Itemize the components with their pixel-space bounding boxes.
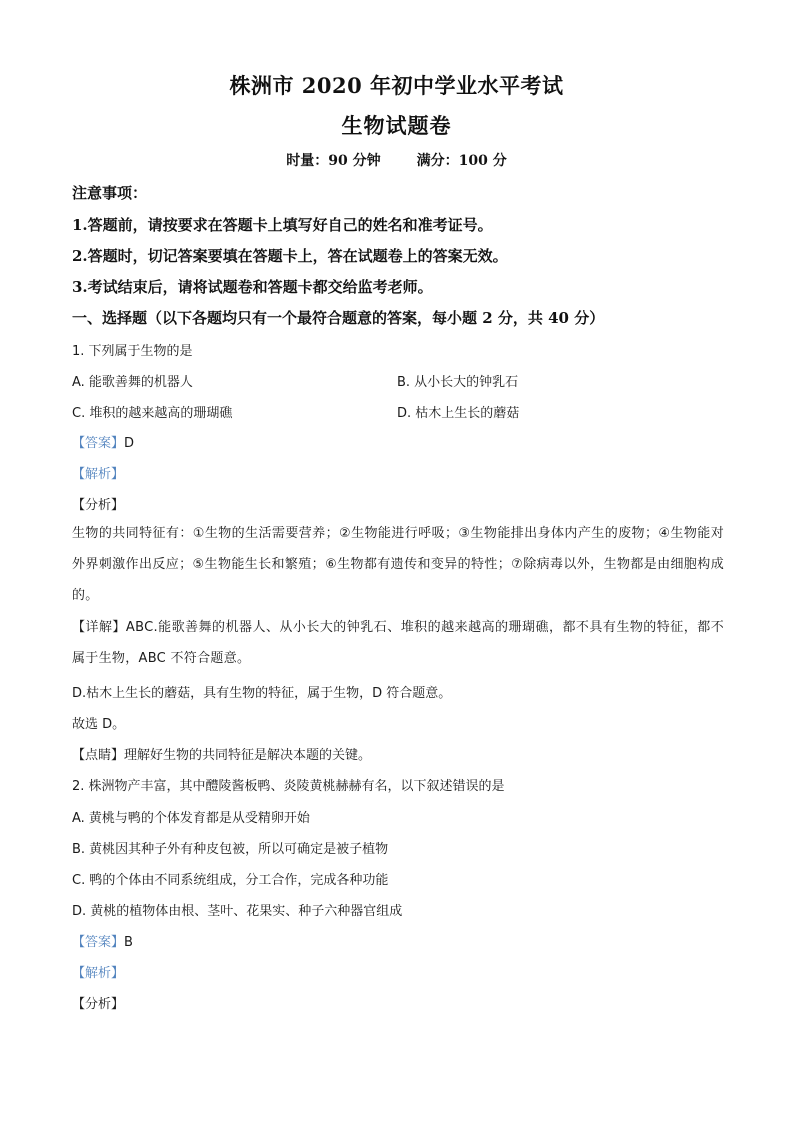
q1-stem: 1. 下列属于生物的是 — [72, 344, 193, 359]
q1-detail-text-1: ABC.能歌善舞的机器人、从小长大的钟乳石、堆积的越来越高的珊瑚礁，都不具有生物的特征，都不属于生物，ABC 不符合题意。 — [72, 620, 725, 666]
q2-option-a: A. 黄桃与鸭的个体发育都是从受精卵开始 — [72, 811, 310, 826]
q1-tip-text: 理解好生物的共同特征是解决本题的关键。 — [124, 748, 372, 763]
q1-fenxi-label: 【分析】 — [72, 498, 125, 513]
q1-tip — [72, 744, 371, 763]
q1-tip-label: 【点睛】 — [72, 748, 125, 763]
exam-meta — [0, 150, 793, 170]
q2-option-c: C. 鸭的个体由不同系统组成，分工合作，完成各种功能 — [72, 873, 389, 888]
q2-answer — [72, 931, 133, 950]
q1-answer — [72, 432, 134, 451]
q1-fenxi-text: 生物的共同特征有：①生物的生活需要营养；②生物能进行呼吸；③生物能排出身体内产生的废物；④生物能对外界刺激作出反应；⑤生物能生长和繁殖；⑥生物都有遗传和变异的特性；⑦除病毒以外，生物都是由细胞构成的。 — [72, 526, 724, 603]
exam-duration: 时量：90 分钟 — [286, 153, 381, 169]
q1-option-d: D. 枯木上生长的蘑菇 — [397, 406, 520, 421]
q1-option-b: B. 从小长大的钟乳石 — [397, 375, 519, 390]
exam-full-score: 满分：100 分 — [416, 153, 507, 169]
q2-option-b: B. 黄桃因其种子外有种皮包被，所以可确定是被子植物 — [72, 842, 389, 857]
q1-answer-value: D — [124, 436, 135, 451]
q1-option-c: C. 堆积的越来越高的珊瑚礁 — [72, 406, 233, 421]
q2-analysis-label: 【解析】 — [72, 966, 125, 981]
exam-title: 株洲市 2020 年初中学业水平考试 — [229, 73, 564, 98]
q2-stem: 2. 株洲物产丰富，其中醴陵酱板鸭、炎陵黄桃赫赫有名，以下叙述错误的是 — [72, 779, 505, 794]
q1-answer-label: 【答案】 — [72, 436, 125, 451]
notice-heading: 注意事项： — [72, 184, 148, 202]
q2-answer-label: 【答案】 — [72, 935, 125, 950]
q1-detail-1 — [72, 612, 724, 674]
section-title: 一、选择题（以下各题均只有一个最符合题意的答案，每小题 2 分，共 40 分） — [72, 309, 605, 327]
q1-detail-label: 【详解】 — [72, 620, 126, 635]
notice-item-2: 2.答题时，切记答案要填在答题卡上，答在试题卷上的答案无效。 — [72, 247, 508, 265]
q2-fenxi-label: 【分析】 — [72, 997, 125, 1012]
q1-detail-text-2: D.枯木上生长的蘑菇，具有生物的特征，属于生物，D 符合题意。 — [72, 686, 452, 701]
notice-item-3: 3.考试结束后，请将试题卷和答题卡都交给监考老师。 — [72, 278, 433, 296]
q1-conclusion: 故选 D。 — [72, 717, 126, 732]
q2-answer-value: B — [124, 935, 133, 950]
exam-subtitle: 生物试题卷 — [341, 113, 452, 138]
notice-item-1: 1.答题前，请按要求在答题卡上填写好自己的姓名和准考证号。 — [72, 216, 493, 234]
q2-option-d: D. 黄桃的植物体由根、茎叶、花果实、种子六种器官组成 — [72, 904, 403, 919]
q1-analysis-label: 【解析】 — [72, 467, 125, 482]
q1-option-a: A. 能歌善舞的机器人 — [72, 375, 193, 390]
